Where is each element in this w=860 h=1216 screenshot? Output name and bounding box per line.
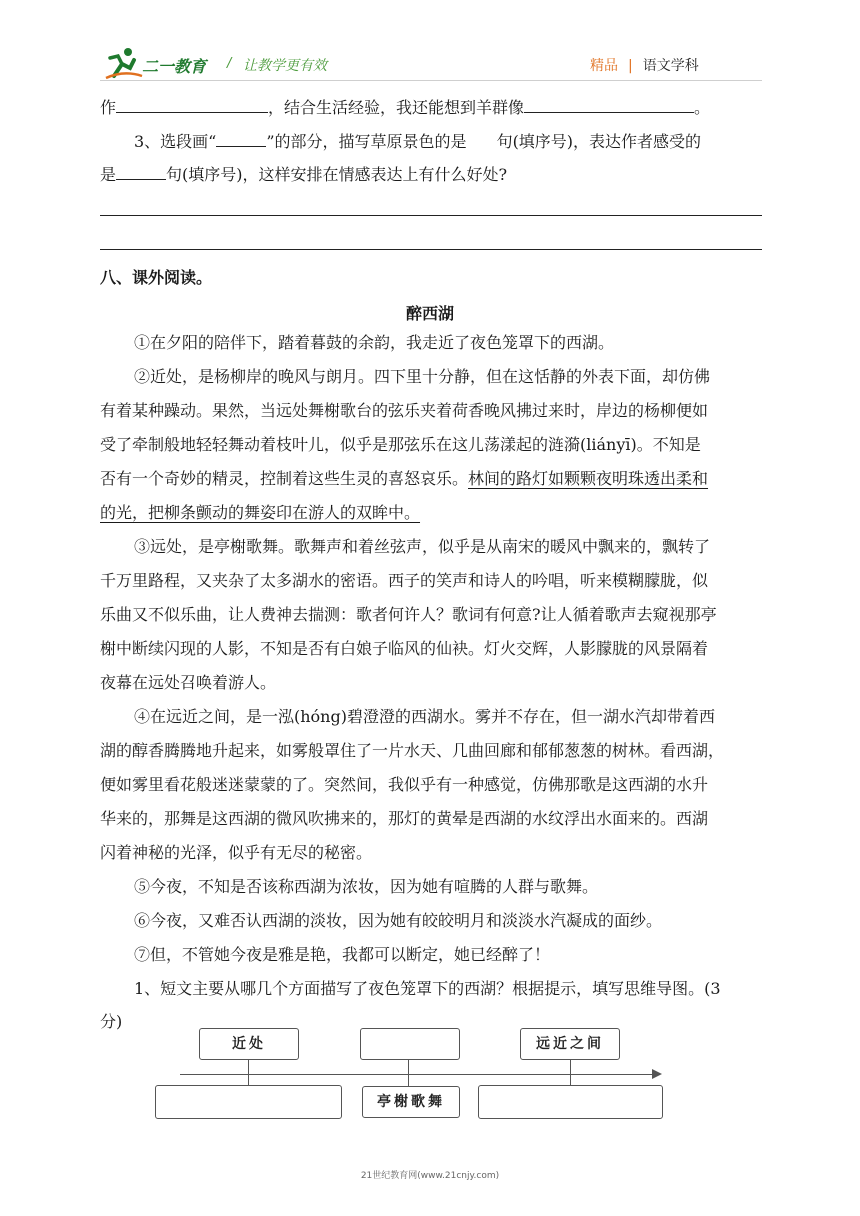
- paragraph-line: 便如雾里看花般迷迷蒙蒙的了。突然间，我似乎有一种感觉，仿佛那歌是这西湖的水升: [100, 775, 709, 794]
- answer-blank[interactable]: [524, 98, 694, 113]
- header-separator: |: [628, 58, 633, 74]
- paragraph-line: 有着某种躁动。果然，当远处舞榭歌台的弦乐夹着荷香晚风拂过来时，岸边的杨柳便如: [100, 401, 709, 420]
- text: 作: [100, 98, 117, 117]
- text: 句(填序号)，表达作者感受的: [496, 132, 702, 151]
- text: 否有一个奇妙的精灵，控制着这些生灵的喜怒哀乐。: [100, 469, 469, 488]
- paragraph-line: 华来的，那舞是这西湖的微风吹拂来的，那灯的黄晕是西湖的水纹浮出水面来的。西湖: [100, 809, 709, 828]
- paragraph-line: 受了牵制般地轻轻舞动着枝叶儿，似乎是那弦乐在这儿荡漾起的涟漪(liányī)。不知是: [100, 435, 701, 454]
- mindmap-axis: [180, 1074, 658, 1075]
- text: 是: [100, 165, 117, 184]
- mindmap-box-pavilion: [362, 1086, 460, 1118]
- underlined-sentence: 林间的路灯如颗颗夜明珠透出柔和: [468, 469, 709, 488]
- page-header: [0, 0, 860, 90]
- mindmap-answer-box[interactable]: [155, 1085, 342, 1119]
- paragraph-line: ④在远近之间，是一泓(hóng)碧澄澄的西湖水。雾并不存在，但一湖水汽却带着西: [134, 707, 715, 726]
- slogan-separator: /: [227, 56, 232, 71]
- mindmap-connector: [248, 1059, 249, 1085]
- question-1-line-1: 1、短文主要从哪几个方面描写了夜色笼罩下的西湖？根据提示，填写思维导图。(3: [134, 979, 721, 998]
- subject-label: 语文学科: [642, 58, 699, 74]
- paragraph-line: ⑦但，不管她今夜是雅是艳，我都可以断定，她已经醉了！: [134, 945, 551, 964]
- mindmap-box-between: [520, 1028, 620, 1060]
- text: 。: [694, 98, 711, 117]
- answer-blank[interactable]: [116, 98, 268, 113]
- text: 句(填序号)，这样安排在情感表达上有什么好处?: [166, 165, 508, 184]
- paragraph-line: 千万里路程，又夹杂了太多湖水的密语。西子的笑声和诗人的吟唱，听来模糊朦胧，似: [100, 571, 709, 590]
- answer-blank[interactable]: [116, 165, 166, 180]
- paragraph-line: ⑤今夜，不知是否该称西湖为浓妆，因为她有喧腾的人群与歌舞。: [134, 877, 599, 896]
- mindmap-connector: [408, 1059, 409, 1074]
- mindmap-box-blank[interactable]: [360, 1028, 460, 1060]
- logo-text: 二一教育: [142, 57, 207, 76]
- underlined-sentence: 的光，把柳条颤动的舞姿印在游人的双眸中。: [100, 503, 421, 522]
- paragraph-line: 榭中断续闪现的人影，不知是否有白娘子临风的仙袂。灯火交辉，人影朦胧的风景隔着: [100, 639, 709, 658]
- answer-blank[interactable]: [216, 132, 266, 147]
- section-title: 八、课外阅读。: [100, 268, 213, 287]
- header-divider: [100, 80, 762, 81]
- arrow-right-icon: [652, 1069, 662, 1079]
- mindmap-box-near: [199, 1028, 299, 1060]
- paragraph-line: ②近处，是杨柳岸的晚风与朗月。四下里十分静，但在这恬静的外表下面，却仿佛: [134, 367, 711, 386]
- paragraph-line: 闪着神秘的光泽，似乎有无尽的秘密。: [100, 843, 373, 862]
- answer-rule[interactable]: [100, 215, 762, 216]
- paragraph-line: ①在夕阳的陪伴下，踏着暮鼓的余韵，我走近了夜色笼罩下的西湖。: [134, 333, 615, 352]
- mindmap-label: 远近之间: [536, 1036, 604, 1052]
- question-3-line-2: [100, 165, 762, 185]
- answer-rule[interactable]: [100, 249, 762, 250]
- header-subject: [590, 55, 699, 75]
- paragraph-line: [100, 469, 762, 489]
- quality-label: 精品: [590, 58, 618, 74]
- question-3-line-1: [134, 132, 762, 152]
- paragraph-line: 湖的醇香腾腾地升起来，如雾般罩住了一片水天、几曲回廊和郁郁葱葱的树林。看西湖，: [100, 741, 725, 760]
- page-footer: 21世纪教育网(www.21cnjy.com): [360, 1171, 500, 1181]
- paragraph-line: 夜幕在远处召唤着游人。: [100, 673, 277, 692]
- article-title: 醉西湖: [405, 304, 454, 323]
- text: 3、选段画“: [134, 132, 217, 151]
- paragraph-line: ③远处，是亭榭歌舞。歌舞声和着丝弦声，似乎是从南宋的暖风中飘来的，飘转了: [134, 537, 711, 556]
- text: ，结合生活经验，我还能想到羊群像: [268, 98, 525, 117]
- paragraph-line: [100, 503, 762, 523]
- paragraph-line: 乐曲又不似乐曲，让人费神去揣测：歌者何许人？歌词有何意?让人循着歌声去窥视那亭: [100, 605, 717, 624]
- slogan: 让教学更有效: [243, 58, 327, 74]
- paragraph-line: ⑥今夜，又难否认西湖的淡妆，因为她有皎皎明月和淡淡水汽凝成的面纱。: [134, 911, 663, 930]
- mindmap-label: 近处: [232, 1036, 266, 1052]
- mindmap-answer-box[interactable]: [478, 1085, 663, 1119]
- text: ”的部分，描写草原景色的是: [266, 132, 467, 151]
- runner-logo-icon: [104, 46, 144, 80]
- question-1-line-2: 分): [100, 1012, 123, 1031]
- mindmap-connector: [570, 1059, 571, 1085]
- answer-line-1: [100, 98, 762, 118]
- mindmap-label: 亭榭歌舞: [377, 1094, 445, 1110]
- logo: [104, 46, 230, 82]
